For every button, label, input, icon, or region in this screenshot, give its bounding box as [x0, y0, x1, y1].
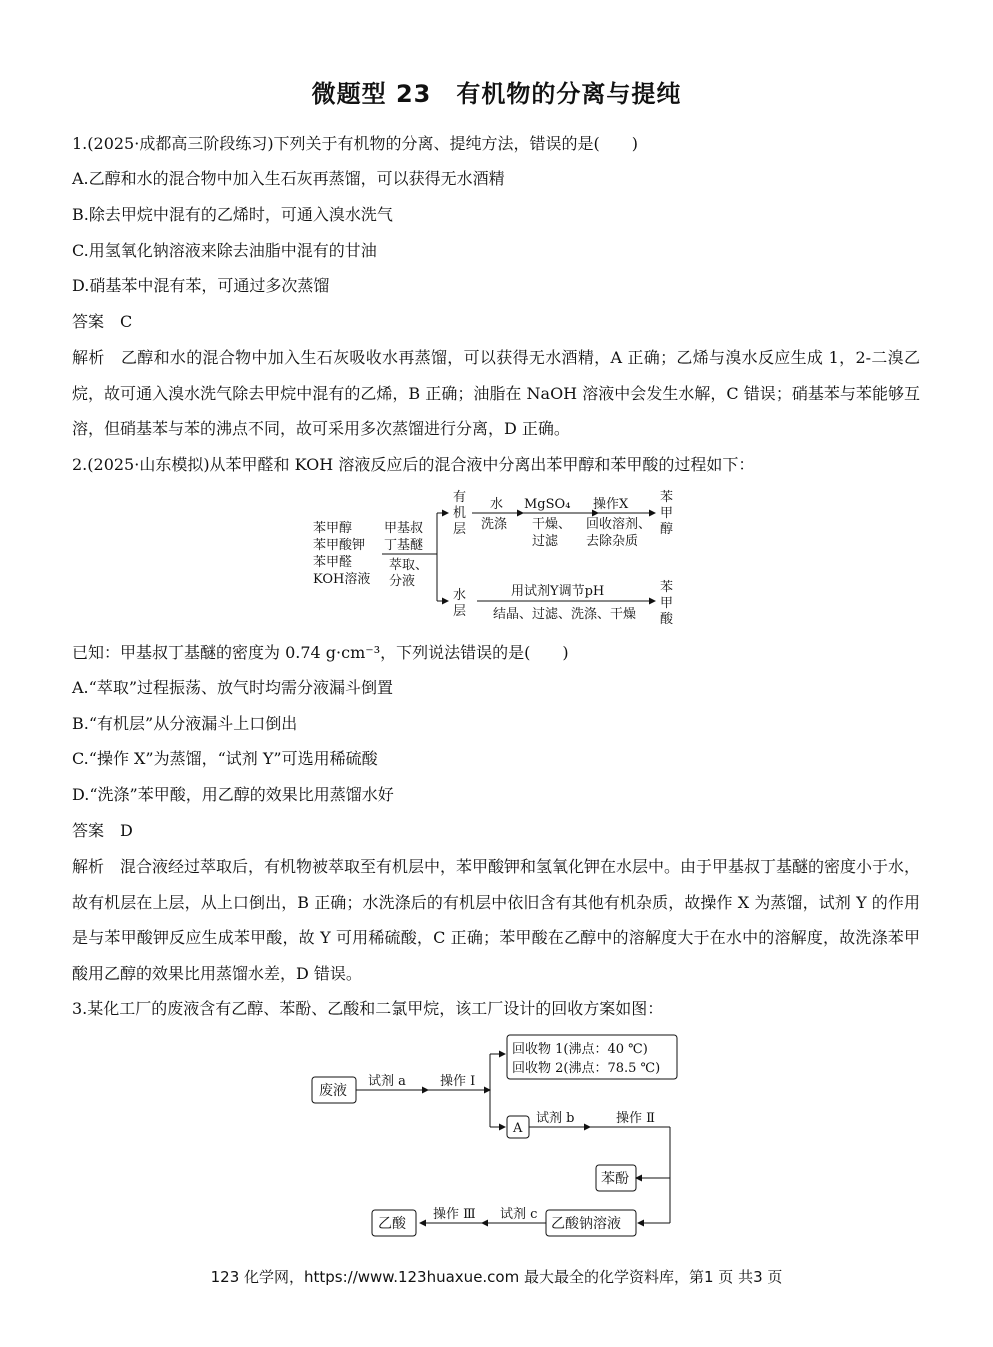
acetic-acid-box: 乙酸: [378, 1216, 406, 1232]
mgso4-label: MgSO₄: [524, 497, 571, 512]
reagent-c-label: 试剂 c: [500, 1207, 538, 1222]
q1-option-d: D.硝基苯中混有苯，可通过多次蒸馏: [72, 276, 330, 295]
reagent-a-label: 试剂 a: [368, 1074, 406, 1089]
product-benzyl-alcohol-1: 苯: [660, 490, 674, 505]
op-x-label: 操作X: [593, 497, 629, 512]
mixture-line-2: 苯甲酸钾: [313, 538, 366, 553]
dry-line-2: 过滤: [532, 534, 559, 549]
op2-label: 操作 Ⅱ: [616, 1111, 655, 1126]
page-footer: 123 化学网，https://www.123huaxue.com 最大最全的化学资料库，第1 页 共3 页: [210, 1268, 783, 1286]
mixture-line-1: 苯甲醇: [313, 521, 353, 536]
reagent-b-label: 试剂 b: [536, 1111, 575, 1126]
water-label: 水: [490, 497, 504, 512]
q2-option-b: B.“有机层”从分液漏斗上口倒出: [72, 714, 298, 733]
recover-line-1: 回收溶剂、: [586, 517, 652, 532]
q1-answer: 答案 C: [72, 312, 133, 331]
q3-stem: 3.某化工厂的废液含有乙醇、苯酚、乙酸和二氯甲烷，该工厂设计的回收方案如图：: [72, 999, 664, 1018]
organic-layer-2: 机: [453, 506, 467, 521]
q2-option-c: C.“操作 X”为蒸馏，“试剂 Y”可选用稀硫酸: [72, 749, 378, 768]
q2-option-d: D.“洗涤”苯甲酸，用乙醇的效果比用蒸馏水好: [72, 785, 394, 804]
wash-label: 洗涤: [481, 517, 508, 532]
aqueous-layer-2: 层: [453, 604, 467, 619]
q2-stem: 2.(2025·山东模拟)从苯甲醛和 KOH 溶液反应后的混合液中分离出苯甲醇和苯甲酸的过程如下：: [72, 455, 755, 474]
q1-stem: 1.(2025·成都高三阶段练习)下列关于有机物的分离、提纯方法，错误的是( ): [72, 134, 639, 153]
op3-label: 操作 Ⅲ: [433, 1207, 476, 1222]
page-title: 微题型 23 有机物的分离与提纯: [311, 80, 682, 108]
q2-option-a: A.“萃取”过程振荡、放气时均需分液漏斗倒置: [72, 678, 394, 697]
product-benzyl-alcohol-2: 甲: [660, 506, 674, 521]
q3-flow-diagram: [300, 1030, 690, 1240]
mixture-line-3: 苯甲醛: [313, 555, 353, 570]
op1-label: 操作 Ⅰ: [440, 1074, 476, 1089]
aqueous-layer-1: 水: [453, 588, 467, 603]
q2-flow-diagram: [300, 484, 700, 630]
mixture-line-4: KOH溶液: [313, 572, 371, 587]
solvent-line-1: 甲基叔: [384, 521, 424, 536]
q2-analysis: 解析 混合液经过萃取后，有机物被萃取至有机层中，苯甲酸钾和氢氧化钾在水层中。由于甲基叔丁基醚的密度小于水，故有机层在上层，从上口倒出，B 正确；水洗涤后的有机层中依旧含有其他有机杂质，故操作 X 为蒸馏，试剂 Y 的作用是与苯甲酸钾反应生成苯甲酸，故 Y 可用稀硫酸，C 正确；苯甲酸在乙醇中的溶解度大于在水中的溶解度，故洗涤苯甲酸用乙醇的效果比用蒸馏水差，D 错误。: [72, 857, 921, 983]
q1-option-b: B.除去甲烷中混有的乙烯时，可通入溴水洗气: [72, 205, 393, 224]
product-benzoic-acid-2: 甲: [660, 596, 674, 611]
phenol-box: 苯酚: [601, 1171, 629, 1187]
recovered-2: 回收物 2(沸点：78.5 ℃): [512, 1061, 661, 1076]
reagent-y-label: 用试剂Y调节pH: [511, 584, 605, 599]
organic-layer-3: 层: [453, 522, 467, 537]
recovered-1: 回收物 1(沸点：40 ℃): [512, 1042, 648, 1057]
q2-known: 已知：甲基叔丁基醚的密度为 0.74 g·cm⁻³，下列说法错误的是( ): [72, 643, 569, 662]
extract-line-2: 分液: [389, 574, 416, 589]
steps-label: 结晶、过滤、洗涤、干燥: [493, 607, 637, 622]
waste-box: 废液: [319, 1083, 347, 1099]
product-benzyl-alcohol-3: 醇: [660, 522, 674, 537]
sodium-acetate-box: 乙酸钠溶液: [551, 1216, 621, 1232]
extract-line-1: 萃取、: [389, 558, 429, 573]
q2-answer: 答案 D: [72, 821, 133, 840]
product-benzoic-acid-1: 苯: [660, 580, 674, 595]
organic-layer-1: 有: [453, 490, 467, 505]
intermediate-a: A: [513, 1121, 523, 1136]
q1-analysis: 解析 乙醇和水的混合物中加入生石灰吸收水再蒸馏，可以获得无水酒精，A 正确；乙烯与溴水反应生成 1，2-二溴乙烷，故可通入溴水洗气除去甲烷中混有的乙烯，B 正确；油脂在 NaOH 溶液中会发生水解，C 错误；硝基苯与苯能够互溶，但硝基苯与苯的沸点不同，故可采用多次蒸馏进行分离，D 正确。: [72, 348, 920, 438]
q1-option-c: C.用氢氧化钠溶液来除去油脂中混有的甘油: [72, 241, 377, 260]
q1-option-a: A.乙醇和水的混合物中加入生石灰再蒸馏，可以获得无水酒精: [72, 169, 505, 188]
recover-line-2: 去除杂质: [586, 534, 639, 549]
product-benzoic-acid-3: 酸: [660, 612, 674, 627]
dry-line-1: 干燥、: [532, 517, 572, 532]
solvent-line-2: 丁基醚: [384, 538, 424, 553]
